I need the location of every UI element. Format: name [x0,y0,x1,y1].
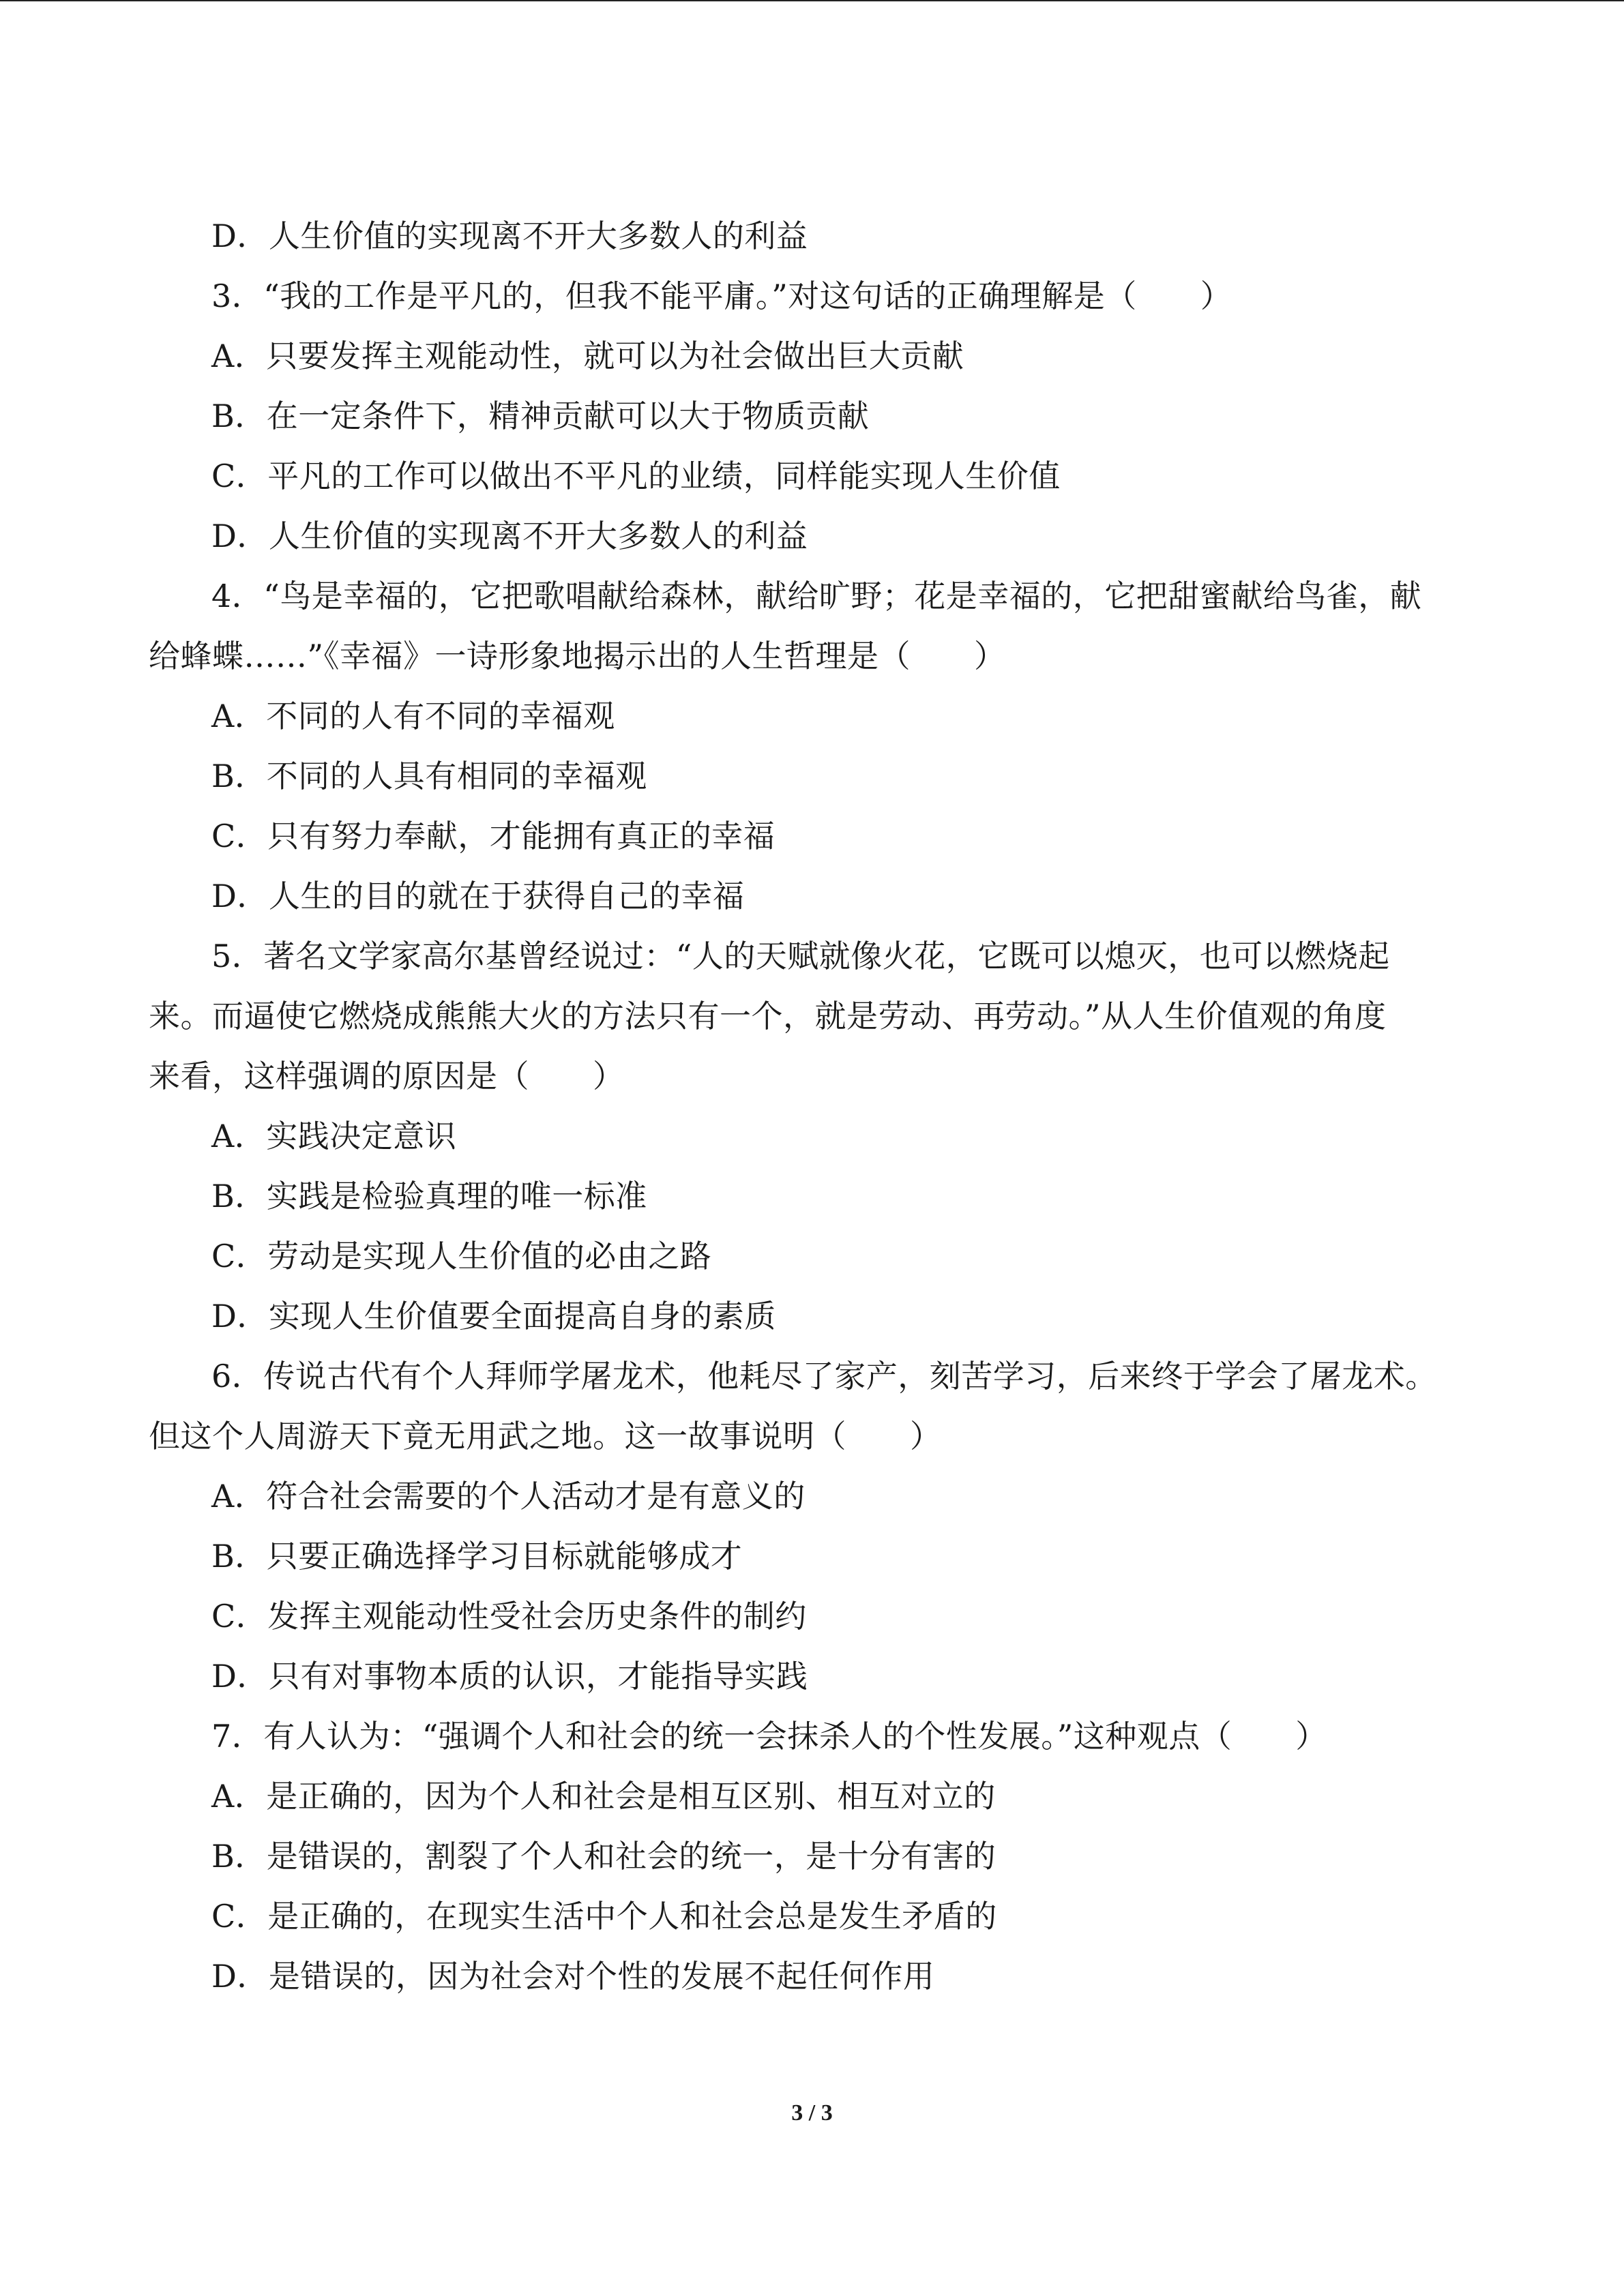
q7-option-b: B．是错误的，割裂了个人和社会的统一，是十分有害的 [211,1838,996,1875]
q6-option-c: C．发挥主观能动性受社会历史条件的制约 [211,1598,807,1635]
q6-stem-cont: 但这个人周游天下竟无用武之地。这一故事说明（ ） [149,1418,942,1455]
q5-option-c: C．劳动是实现人生价值的必由之路 [211,1238,712,1274]
q5-option-d: D．实现人生价值要全面提高自身的素质 [211,1298,776,1335]
q7-stem: 7．有人认为：“强调个人和社会的统一会抹杀人的个性发展。”这种观点（ ） [211,1718,1327,1755]
q5-stem-cont: 来看，这样强调的原因是（ ） [149,1058,625,1094]
q6-option-a: A．符合社会需要的个人活动才是有意义的 [211,1478,806,1515]
q4-stem-cont: 给蜂蝶……”《幸福》一诗形象地揭示出的人生哲理是（ ） [149,638,1006,674]
q6-stem: 6．传说古代有个人拜师学屠龙术，他耗尽了家产，刻苦学习，后来终于学会了屠龙术。 [211,1358,1437,1395]
q3-option-d: D．人生价值的实现离不开大多数人的利益 [211,518,808,554]
q4-option-d: D．人生的目的就在于获得自己的幸福 [211,878,745,914]
q7-option-c: C．是正确的，在现实生活中个人和社会总是发生矛盾的 [211,1898,997,1935]
q5-option-a: A．实践决定意识 [211,1118,457,1154]
q7-option-d: D．是错误的，因为社会对个性的发展不起任何作用 [211,1958,935,1995]
q4-option-b: B．不同的人具有相同的幸福观 [211,758,647,794]
q5-stem-cont: 来。而逼使它燃烧成熊熊大火的方法只有一个，就是劳动、再劳动。”从人生价值观的角度 [149,998,1387,1034]
q7-option-a: A．是正确的，因为个人和社会是相互区别、相互对立的 [211,1778,996,1815]
q6-option-b: B．只要正确选择学习目标就能够成才 [211,1538,743,1575]
q5-option-b: B．实践是检验真理的唯一标准 [211,1178,647,1214]
q3-option-b: B．在一定条件下，精神贡献可以大于物质贡献 [211,398,870,434]
page-number: 3 / 3 [791,2100,833,2126]
q3-option-c: C．平凡的工作可以做出不平凡的业绩，同样能实现人生价值 [211,458,1061,494]
q5-stem: 5．著名文学家高尔基曾经说过：“人的天赋就像火花，它既可以熄灭，也可以燃烧起 [211,938,1390,974]
q2-option-d: D．人生价值的实现离不开大多数人的利益 [211,218,808,254]
q4-option-a: A．不同的人有不同的幸福观 [211,698,615,734]
q4-option-c: C．只有努力奉献，才能拥有真正的幸福 [211,818,776,854]
q3-option-a: A．只要发挥主观能动性，就可以为社会做出巨大贡献 [211,338,964,374]
question-body [149,206,1479,2006]
q4-stem: 4．“鸟是幸福的，它把歌唱献给森林，献给旷野；花是幸福的，它把甜蜜献给鸟雀，献 [211,578,1422,614]
q6-option-d: D．只有对事物本质的认识，才能指导实践 [211,1658,808,1695]
q3-stem: 3．“我的工作是平凡的，但我不能平庸。”对这句话的正确理解是（ ） [211,278,1232,314]
